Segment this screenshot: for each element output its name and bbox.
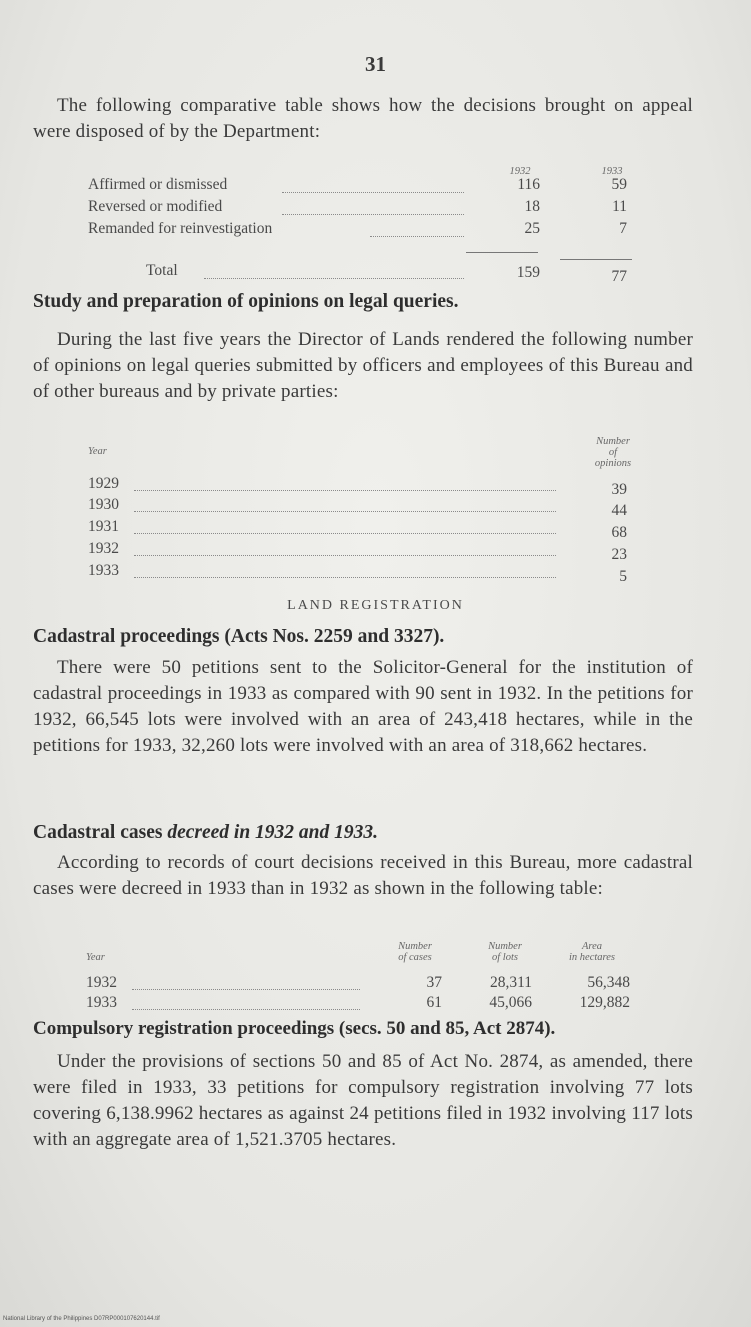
row-label: Reversed or modified <box>88 198 223 215</box>
sum-rule <box>560 259 632 260</box>
leader-dots <box>134 490 556 491</box>
col-year-1932: 1932 <box>509 166 531 177</box>
total-label: Total <box>146 262 178 279</box>
study-text: During the last five years the Director of Lands rendered the following number of opinions on legal queries submitted by officers and employees of this Bureau and of other bureaus and by private parties: <box>33 329 693 402</box>
decreed-heading-italic: decreed in 1932 and 1933. <box>167 822 379 843</box>
year: 1930 <box>88 496 119 513</box>
cases-count: 37 <box>426 974 442 991</box>
intro-paragraph <box>33 93 693 145</box>
year-header: Year <box>88 446 107 457</box>
leader-dots <box>132 989 360 990</box>
leader-dots <box>204 278 464 279</box>
land-registration-heading: LAND REGISTRATION <box>287 598 464 613</box>
lots-count: 45,066 <box>489 994 532 1011</box>
opinions-count: 23 <box>611 546 627 563</box>
decreed-paragraph <box>33 850 693 902</box>
value-header-line: of <box>608 447 618 458</box>
value-1932: 25 <box>524 220 540 237</box>
header-line: of cases <box>398 952 432 963</box>
leader-dots <box>134 533 556 534</box>
compulsory-heading: Compulsory registration proceedings (secs. 50 and 85, Act 2874). <box>33 1018 556 1039</box>
area-hectares: 56,348 <box>587 974 630 991</box>
leader-dots <box>370 236 464 237</box>
cases-header <box>382 941 448 963</box>
leader-dots <box>134 555 556 556</box>
row-label: Affirmed or dismissed <box>88 176 228 193</box>
area-header <box>550 941 634 963</box>
year-header: Year <box>86 952 105 963</box>
opinions-count: 39 <box>611 481 627 498</box>
lots-count: 28,311 <box>489 974 532 991</box>
year: 1929 <box>88 475 119 492</box>
leader-dots <box>134 511 556 512</box>
decreed-heading <box>33 822 713 844</box>
value-1933: 59 <box>611 176 627 193</box>
year: 1933 <box>86 994 117 1011</box>
compulsory-text: Under the provisions of sections 50 and 85 of Act No. 2874, as amended, there were filed in 1933, 33 petitions for compulsory registration involving 77 lots covering 6,138.9962 hectares as against 24 petitions filed in 1932 involving 117 lots with an aggregate area of 1,521.3705 hectares. <box>33 1051 693 1150</box>
value-header-line: Number <box>596 436 630 447</box>
col-year-1933: 1933 <box>601 166 623 177</box>
header-line: Area <box>581 941 603 952</box>
intro-text: The following comparative table shows how the decisions brought on appeal were disposed of by the Department: <box>33 95 693 142</box>
value-1933: 7 <box>619 220 627 237</box>
page-number: 31 <box>365 52 386 76</box>
decreed-text: According to records of court decisions received in this Bureau, more cadastral cases were decreed in 1933 than in 1932 as shown in the following table: <box>33 852 693 899</box>
opinions-count: 68 <box>611 524 627 541</box>
scan-footer: National Library of the Philippines D07RP000107620144.tif <box>3 1316 160 1322</box>
decreed-heading-bold: Cadastral cases <box>33 822 168 843</box>
year: 1932 <box>88 540 119 557</box>
value-header <box>588 436 638 469</box>
opinions-count: 5 <box>619 568 627 585</box>
row-label: Remanded for reinvestigation <box>88 220 273 237</box>
year: 1931 <box>88 518 119 535</box>
compulsory-paragraph <box>33 1049 693 1153</box>
header-line: Number <box>398 941 432 952</box>
study-heading: Study and preparation of opinions on legal queries. <box>33 291 459 312</box>
study-paragraph <box>33 327 693 405</box>
leader-dots <box>282 192 464 193</box>
header-line: Number <box>488 941 522 952</box>
total-1932: 159 <box>516 264 540 281</box>
cadastral-paragraph <box>33 655 693 759</box>
year: 1933 <box>88 562 119 579</box>
area-hectares: 129,882 <box>579 994 630 1011</box>
leader-dots <box>282 214 464 215</box>
total-1933: 77 <box>611 268 627 285</box>
value-1932: 18 <box>524 198 540 215</box>
header-line: in hectares <box>569 952 615 963</box>
sum-rule <box>466 252 538 253</box>
leader-dots <box>132 1009 360 1010</box>
year: 1932 <box>86 974 117 991</box>
cadastral-heading: Cadastral proceedings (Acts Nos. 2259 and 3327). <box>33 626 445 647</box>
cadastral-text: There were 50 petitions sent to the Solicitor-General for the institution of cadastral proceedings in 1933 as compared with 90 sent in 1932. In the petitions for 1932, 66,545 lots were involved with an area of 243,418 hectares, while in the petitions for 1933, 32,260 lots were involved with an area of 318,662 hectares. <box>33 657 693 756</box>
value-header-line: opinions <box>594 458 632 469</box>
cases-count: 61 <box>426 994 442 1011</box>
lots-header <box>472 941 538 963</box>
opinions-count: 44 <box>611 502 627 519</box>
value-1933: 11 <box>612 198 627 215</box>
value-1932: 116 <box>517 176 540 193</box>
leader-dots <box>134 577 556 578</box>
header-line: of lots <box>492 952 518 963</box>
